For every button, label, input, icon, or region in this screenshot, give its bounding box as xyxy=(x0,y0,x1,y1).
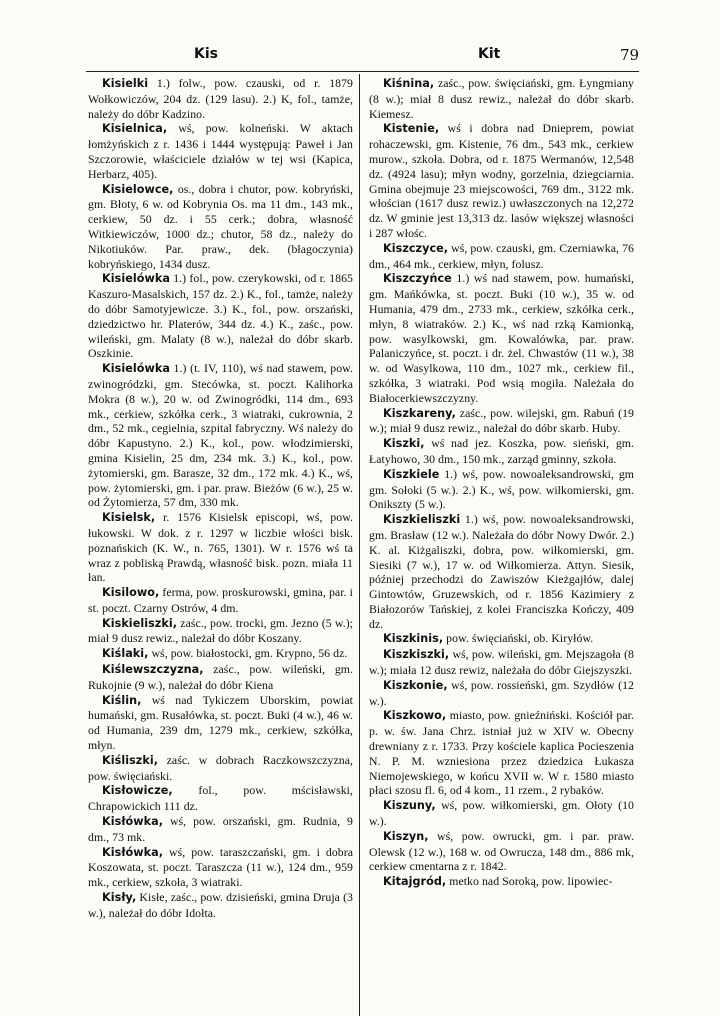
entry-text: zaśc., pow. trocki, gm. Jezno (5 w.); miał 9 dusz rewiz., należał do dóbr Koszany. xyxy=(88,615,353,646)
entry-headword: Kisłówka, xyxy=(102,815,164,829)
dictionary-entry xyxy=(369,76,634,121)
entry-headword: Kiśliszki, xyxy=(102,753,159,767)
running-head-left: Kis xyxy=(194,46,218,62)
entry-text: wś, pow. czauski, gm. Czerniawka, 76 dm., 464 mk., cerkiew, młyn, folusz. xyxy=(369,240,634,271)
entry-headword: Kisłowicze, xyxy=(102,784,173,798)
entry-text: 1.) fol., pow. czerykowski, od r. 1865 Kaszuro-Masalskich, 157 dz. 2.) K., fol., tamże, należy do dóbr Samotyjewicze. 3.) K., fol., pow. orszański, dziedzictwo hr. Platerów, 344 dz. 4.) K., zaśc., pow. wileński, gm. Malaty (8 w.), należał do dóbr skarb. Oszkinie. xyxy=(88,271,353,361)
dictionary-entry xyxy=(369,271,634,405)
entry-text: zaśc., pow. wileński, gm. Rukojnie (9 w.), należał do dóbr Kiena xyxy=(88,662,353,692)
entry-text: zaśc., pow. wilejski, gm. Rabuń (19 w.); miał 9 dusz rewiz., należał do dóbr skarb. Huby. xyxy=(369,405,634,436)
dictionary-entry xyxy=(88,361,353,510)
entry-headword: Kiszyn, xyxy=(383,829,429,843)
entry-headword: Kiszkareny, xyxy=(383,406,456,420)
entry-text: fol., pow. mścisławski, Chrapowickich 111 dz. xyxy=(88,783,353,814)
entry-headword: Kiślin, xyxy=(102,693,142,707)
entry-headword: Kiślewszczyzna, xyxy=(102,663,204,677)
dictionary-entry xyxy=(88,616,353,647)
entry-headword: Kiszkinis, xyxy=(383,632,444,646)
entry-text: os., dobra i chutor, pow. kobryński, gm. Błoty, 6 w. od Kobrynia Os. ma 11 dm., 143 mk., cerkiew, 50 dz. i 55 cerk.; dobra, własność Witkiewiczów, 1000 dz.; chutor, 58 dz., należy do Nikotiuków. Par. praw., dek. (błagoczynia) kobryńskiego, 1434 dusz. xyxy=(88,181,353,271)
dictionary-entry xyxy=(369,798,634,829)
entry-headword: Kisielowce, xyxy=(102,182,174,196)
right-column xyxy=(369,76,634,890)
left-column xyxy=(88,76,353,921)
entry-headword: Kiszkowo, xyxy=(383,709,447,723)
entry-text: wś nad jez. Koszka, pow. sieński, gm. Łatyhowo, 30 dm., 150 mk., zarząd gminny, szkoła. xyxy=(369,436,634,466)
dictionary-entry xyxy=(369,436,634,467)
dictionary-entry xyxy=(369,512,634,631)
header-rule xyxy=(86,71,639,72)
dictionary-entry xyxy=(369,406,634,437)
dictionary-entry xyxy=(369,708,634,798)
entry-headword: Kiszkiszki, xyxy=(383,648,450,662)
entry-headword: Kisielsk, xyxy=(102,511,156,525)
dictionary-entry xyxy=(88,693,353,753)
running-head-right: Kit xyxy=(478,46,501,62)
dictionary-entry xyxy=(88,646,353,662)
entry-text: wś, pow. wiłkomierski, gm. Ołoty (10 w.). xyxy=(369,798,634,829)
page-number: 79 xyxy=(620,46,640,64)
dictionary-entry xyxy=(88,890,353,921)
entry-headword: Kisłówka, xyxy=(102,845,164,859)
dictionary-entry xyxy=(88,182,353,272)
dictionary-entry xyxy=(369,874,634,890)
entry-text: r. 1576 Kisielsk episcopi, wś, pow. łukowski. W dok. z r. 1297 w liczbie włości bisk. poznańskich (K. W., n. 765, 1301). W r. 1576 wś ta wraz z pobliską Prawdą, własność bisk. pozn. miała 11 łan. xyxy=(88,510,353,585)
entry-text: zaśc., pow. święciański, gm. Łyngmiany (8 w.); miał 8 dusz rewiz., należał do dóbr skarb. Kiemesz. xyxy=(369,76,634,121)
entry-text: 1.) wś nad stawem, pow. humański, gm. Mańkówka, st. poczt. Buki (10 w.), 35 w. od Humania, 479 dm., 2733 mk., cerkiew, szkółka cerk., młyn, 8 wiatraków. 2.) K., wś nad rzką Kamionką, pow. wasylkowski, gm. Kowalówka, par. praw. Palaniczyńce, st. poczt. i dr. żel. Chwastów (11 w.), 38 w. od Wasylkowa, 110 dm., 1027 mk., cerkiew fil., szkółka, 3 wiatraki. Pod wsią mogiła. Należała do Białocerkiewszczyzny. xyxy=(369,271,634,405)
entry-headword: Kisielnica, xyxy=(102,122,168,136)
entry-headword: Kiśnina, xyxy=(383,77,435,90)
page-header xyxy=(0,46,720,70)
entry-text: pow. święciański, ob. Kiryłów. xyxy=(443,631,594,646)
entry-text: wś, pow. orszański, gm. Rudnia, 9 dm., 73 mk. xyxy=(88,814,353,844)
entry-text: wś nad Tykiczem Uborskim, powiat humański, gm. Rusałówka, st. poczt. Buki (4 w.), 46 w. od Humania, 239 dm, 1279 mk., cerkiew, szkółka, młyn. xyxy=(88,692,353,753)
dictionary-entry xyxy=(369,647,634,678)
entry-headword: Kiszkonie, xyxy=(383,678,448,692)
entry-headword: Kiszkieliszki xyxy=(383,513,461,527)
entry-text: wś, pow. rossieński, gm. Szydłów (12 w.). xyxy=(369,677,634,708)
column-divider xyxy=(359,74,360,1016)
entry-headword: Kisły, xyxy=(102,891,137,905)
entry-headword: Kiskieliszki, xyxy=(102,616,178,630)
dictionary-entry xyxy=(369,467,634,512)
dictionary-entry xyxy=(369,829,634,874)
dictionary-entry xyxy=(88,585,353,616)
entry-headword: Kiszczyńce xyxy=(383,272,452,286)
dictionary-entry xyxy=(88,510,353,585)
entry-headword: Kisielki xyxy=(102,77,149,90)
entry-text: ferma, pow. proskurowski, gmina, par. i st. poczt. Czarny Ostrów, 4 dm. xyxy=(88,585,353,615)
dictionary-entry xyxy=(369,678,634,709)
dictionary-entry xyxy=(369,121,634,240)
entry-text: 1.) wś, pow. nowoaleksandrowski, gm gm. Sołoki (5 w.). 2.) K., wś, pow. wiłkomierski, gm. Oniksztу (5 w.). xyxy=(369,466,634,512)
dictionary-entry xyxy=(88,845,353,890)
dictionary-entry xyxy=(88,76,353,121)
entry-headword: Kiszkiele xyxy=(383,467,440,481)
entry-headword: Kiszczyce, xyxy=(383,241,449,255)
entry-text: 1.) (t. IV, 110), wś nad stawem, pow. zwinogródzki, gm. Stecówka, st. poczt. Kalihorka Mokra (8 w.), 20 w. od Zwinogródki, 114 dm., 693 mk., cerkiew, szkółka cerk., 3 wiatraki, cukrownia, 2 dm., 52 mk., cegielnia, szpital fabryczny. Wś należy do dóbr Kapustyno. 2.) K., kol., pow. włodzimierski, gmina Kisielin, 25 dm, 234 mk. 3.) K., kol., pow. żytomierski, gm. Barasze, 32 dm., 172 mk. 4.) K., wś, pow. żytomierski, gm. i par. praw. Bieżów (6 w.), 25 w. od Żytomierza, 57 dm, 330 mk. xyxy=(88,361,353,510)
entry-text: miasto, pow. gnieźniński. Kościół par. p. w. św. Jana Chrz. istniał już w XIV w. Obecny drewniany z r. 1733. Przy kościele kaplica Pocieszenia N. P. M. wzniesiona przez dziedzica Łukasza Niemojewskiego, w końcu XVII w. W r. 1580 miasto płaci szosu fl. 6, od 4 kom., 11 rzem., 2 rybaków. xyxy=(369,708,634,798)
entry-headword: Kiślaki, xyxy=(102,647,149,661)
dictionary-entry xyxy=(88,271,353,361)
entry-text: 1.) folw., pow. czauski, od r. 1879 Wołkowiczów, 204 dz. (129 lasu). 2.) K, fol., tamże, należy do dóbr Kadzino. xyxy=(88,76,353,121)
entry-text: Kisłe, zaśc., pow. dzisieński, gmina Druja (3 w.), należał do dóbr Idołta. xyxy=(88,890,353,920)
entry-text: wś, pow. owrucki, gm. i par. praw. Olewsk (12 w.), 168 w. od Owrucza, 148 dm., 886 mk, cerkiew cmentarna z r. 1842. xyxy=(369,828,634,874)
entry-headword: Kisielówka xyxy=(102,362,170,376)
entry-text: 1.) wś, pow. nowoaleksandrowski, gm. Brasław (12 w.). Należała do dóbr Nowy Dwór. 2.) K. al. Kiżgaliszki, dobra, pow. wiłkomierski, gm. Siesiki (7 w.), 17 w. od Wiłkomierza. Attyn. Siesik, później przechodzi do Zawiszów Kieżgajłów, dalej Gintowtów, Gruzewskich, od r. 1856 Kazimiery z Białozorów Tańskiej, z kolei Franciszka Kończy, 409 dz. xyxy=(369,512,634,631)
dictionary-entry xyxy=(369,241,634,272)
dictionary-entry xyxy=(88,814,353,845)
entry-text: metko nad Soroką, pow. lipowiec- xyxy=(446,874,613,889)
entry-headword: Kitajgród, xyxy=(383,875,447,889)
dictionary-entry xyxy=(88,753,353,784)
dictionary-entry xyxy=(369,631,634,647)
dictionary-entry xyxy=(88,783,353,814)
dictionary-entry xyxy=(88,121,353,181)
entry-headword: Kiszuny, xyxy=(383,799,436,813)
entry-text: wś i dobra nad Dnieprem, powiat rohaczewski, gm. Kistenie, 76 dm., 543 mk., cerkiew murow., szkoła. Dobra, od r. 1875 Wermanów, 12,548 dz. (4924 lasu); młyn wodny, gorzelnia, dziegciarnia. Gmina obejmuje 23 miejscowości, 769 dm., 3122 mk. włościan (1617 dusz rewiz.) uwłaszczonych na 12,272 dz. W gminie jest 13,313 dz. lasów większej własności i 287 włośc. xyxy=(369,121,634,240)
entry-text: wś, pow. białostocki, gm. Krypno, 56 dz. xyxy=(148,646,348,661)
entry-headword: Kisilowo, xyxy=(102,586,160,600)
entry-text: wś, pow. wileński, gm. Mejszagoła (8 w.); miała 12 dusz rewiz, należała do dóbr Giejszyszki. xyxy=(369,647,634,678)
entry-text: wś, pow. taraszczański, gm. i dobra Koszowata, st. poczt. Taraszcza (11 w.), 124 dm., 959 mk., cerkiew, szkoła, 3 wiatraki. xyxy=(88,844,353,890)
entry-text: wś, pow. kolneński. W aktach łomżyńskich z r. 1436 i 1444 występują: Paweł i Jan Szczorowie, właściciele działów w tej wsi (Kapica, Herbarz, 405). xyxy=(88,121,353,181)
entry-headword: Kiszki, xyxy=(383,437,425,451)
entry-text: zaśc. w dobrach Raczkowszczyzna, pow. święciański. xyxy=(88,752,353,783)
dictionary-entry xyxy=(88,662,353,693)
entry-headword: Kistenie, xyxy=(383,122,440,136)
entry-headword: Kisielówka xyxy=(102,272,170,286)
